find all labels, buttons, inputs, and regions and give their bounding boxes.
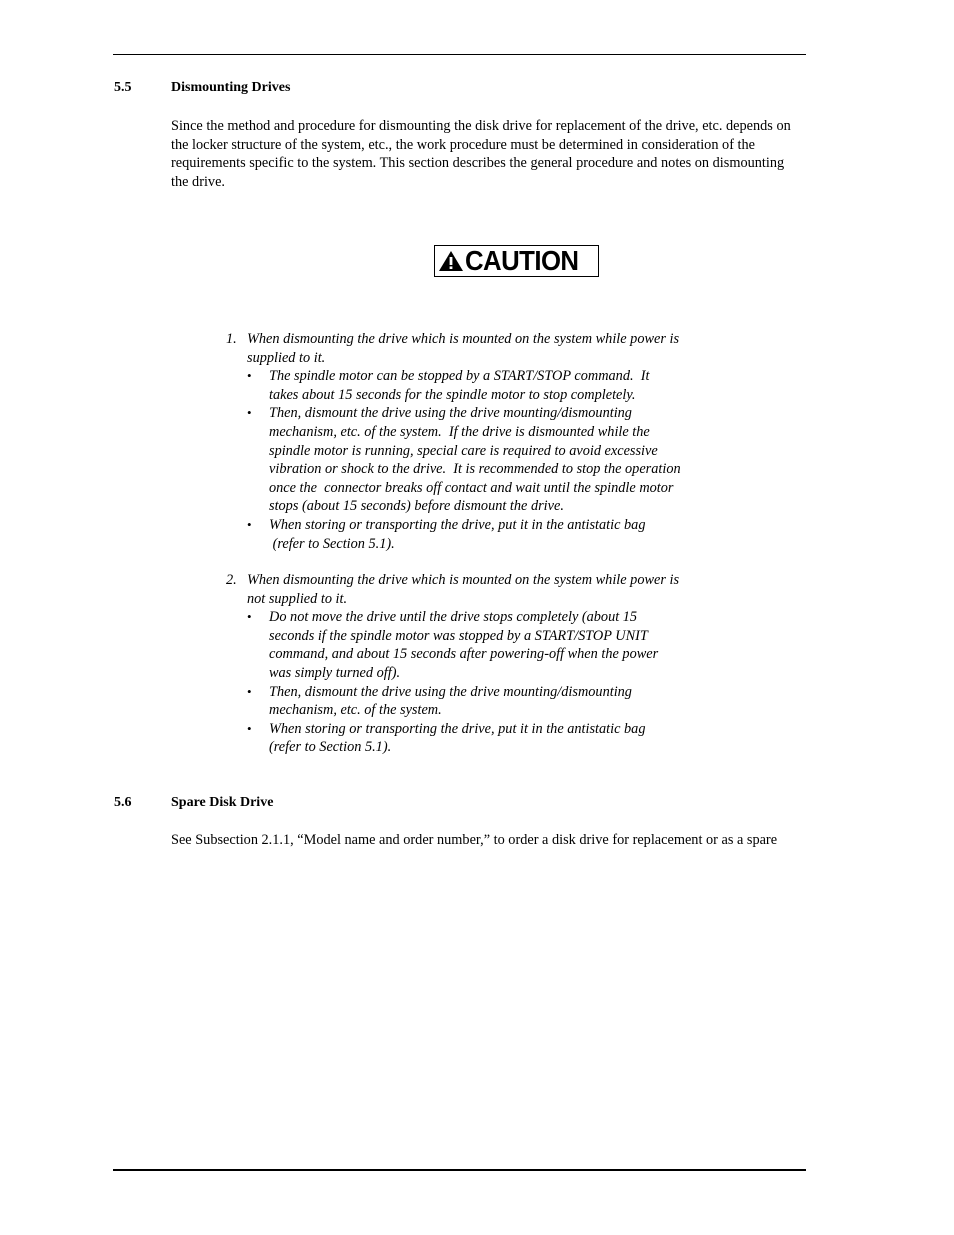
- item-text-line: When dismounting the drive which is mounted on the system while power is: [247, 572, 680, 588]
- bullet-icon: •: [247, 720, 252, 736]
- bullet-item: [247, 720, 726, 757]
- section-number: 5.5: [114, 80, 132, 95]
- bullet-icon: •: [247, 609, 252, 625]
- bullet-item: [247, 367, 726, 404]
- bullet-text-line: Then, dismount the drive using the drive mounting/dismounting: [269, 405, 632, 422]
- bullet-text-line: Then, dismount the drive using the drive mounting/dismounting: [269, 683, 632, 700]
- header-rule: [113, 54, 806, 55]
- bullet-text-line: Do not move the drive until the drive stops completely (about 15: [269, 609, 638, 626]
- bullet-text-line: spindle motor is running, special care is required to avoid excessive: [269, 442, 658, 459]
- section-title: Spare Disk Drive: [171, 795, 274, 810]
- section-paragraph: See Subsection 2.1.1, “Model name and order number,” to order a disk drive for replacement or as a spare: [171, 832, 778, 848]
- numbered-item: [226, 571, 726, 757]
- numbered-item-2: [226, 571, 726, 757]
- bullet-item: [247, 516, 726, 553]
- bullet-item: [247, 404, 726, 516]
- bullet-text-line: once the connector breaks off contact and wait until the spindle motor: [269, 479, 674, 496]
- section-title: Dismounting Drives: [171, 80, 291, 95]
- item-number: 1.: [226, 331, 237, 347]
- bullet-text-line: (refer to Section 5.1).: [269, 535, 395, 552]
- bullet-text-line: was simply turned off).: [269, 664, 401, 681]
- footer-rule: [113, 1169, 806, 1171]
- bullet-text-line: stops (about 15 seconds) before dismount the drive.: [269, 498, 564, 515]
- bullet-list: [247, 608, 726, 757]
- numbered-item: [226, 330, 726, 553]
- bullet-text-line: command, and about 15 seconds after powering-off when the power: [269, 646, 659, 663]
- bullet-text-line: mechanism, etc. of the system. If the drive is dismounted while the: [269, 423, 650, 440]
- caution-box: [434, 245, 599, 277]
- warning-triangle-icon: [438, 250, 464, 272]
- bullet-list: [247, 367, 726, 553]
- item-text-line: When dismounting the drive which is mounted on the system while power is: [247, 331, 680, 347]
- bullet-icon: •: [247, 516, 252, 532]
- item-text-line: not supplied to it.: [247, 590, 348, 607]
- bullet-text-line: When storing or transporting the drive, put it in the antistatic bag: [269, 516, 646, 533]
- bullet-text-line: vibration or shock to the drive. It is recommended to stop the operation: [269, 461, 681, 478]
- item-text-line: supplied to it.: [247, 349, 326, 366]
- caution-label: CAUTION: [465, 245, 579, 276]
- bullet-text-line: When storing or transporting the drive, put it in the antistatic bag: [269, 720, 646, 737]
- section-paragraph: Since the method and procedure for dismounting the disk drive for replacement of the drive, etc. depends on the locker structure of the system, etc., the work procedure must be determined in consideration of the requirements specific to the system. This section describes the general procedure and notes on dismounting the drive.: [171, 118, 791, 190]
- numbered-item-1: [226, 330, 726, 553]
- bullet-text-line: seconds if the spindle motor was stopped by a START/STOP UNIT: [269, 627, 648, 644]
- section-number: 5.6: [114, 795, 132, 810]
- bullet-item: [247, 608, 726, 682]
- bullet-icon: •: [247, 368, 252, 384]
- item-number: 2.: [226, 572, 237, 588]
- bullet-icon: •: [247, 683, 252, 699]
- bullet-text-line: (refer to Section 5.1).: [269, 739, 392, 756]
- bullet-text-line: takes about 15 seconds for the spindle motor to stop completely.: [269, 386, 636, 403]
- bullet-text-line: The spindle motor can be stopped by a START/STOP command. It: [269, 368, 650, 385]
- bullet-text-line: mechanism, etc. of the system.: [269, 702, 442, 719]
- bullet-item: [247, 683, 726, 720]
- bullet-icon: •: [247, 405, 252, 421]
